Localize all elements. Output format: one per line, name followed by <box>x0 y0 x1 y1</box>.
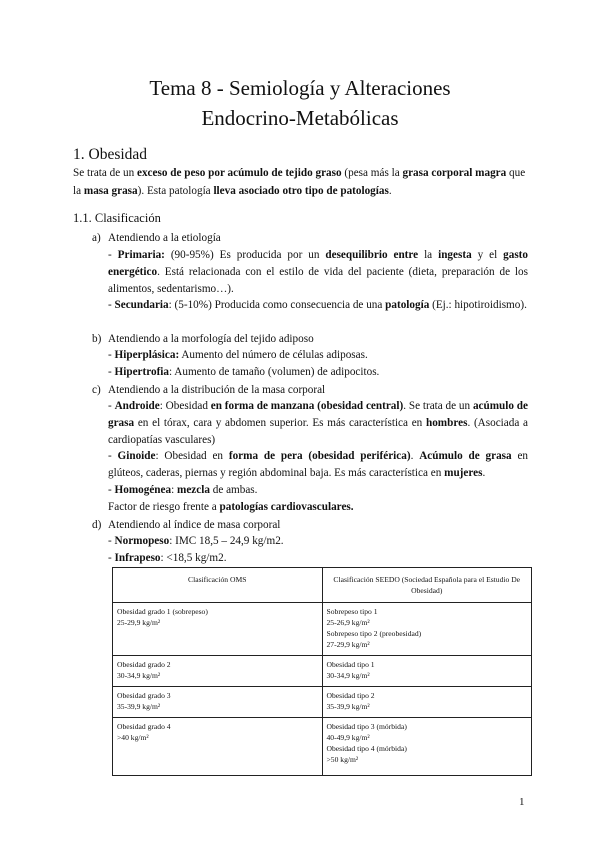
hipertrofia-line: - Hipertrofia: Aumento de tamaño (volumen) de adipocitos. <box>108 366 380 378</box>
table-row <box>113 687 532 718</box>
table-row <box>113 603 532 656</box>
table-cell: Obesidad grado 4 >40 kg/m² <box>113 718 323 776</box>
table-cell: Obesidad tipo 3 (mórbida) 40-49,9 kg/m² Obesidad tipo 4 (mórbida) >50 kg/m² <box>322 718 532 776</box>
document-title-line-2: Endocrino-Metabólicas <box>201 106 399 130</box>
section-heading: 1. Obesidad <box>73 146 148 163</box>
list-title-c: Atendiendo a la distribución de la masa corporal <box>108 384 326 396</box>
table-row <box>113 656 532 687</box>
androide-paragraph: - Androide: Obesidad en forma de manzana (obesidad central). Se trata de un acúmulo de grasa en el tórax, cara y abdomen superior. Es más característica en hombres. (Asociada a cardiopatías vasculares) <box>108 400 528 446</box>
homogenea-line: - Homogénea: mezcla de ambas. <box>108 484 258 496</box>
table-cell: Sobrepeso tipo 1 25-26,9 kg/m² Sobrepeso tipo 2 (preobesidad) 27-29,9 kg/m² <box>322 603 532 656</box>
table-cell: Obesidad tipo 1 30-34,9 kg/m² <box>322 656 532 687</box>
infrapeso-line: - Infrapeso: <18,5 kg/m2. <box>108 552 227 564</box>
table-cell: Obesidad tipo 2 35-39,9 kg/m² <box>322 687 532 718</box>
hiperplasica-line: - Hiperplásica: Aumento del número de células adiposas. <box>108 349 368 361</box>
table-header-row <box>113 568 532 603</box>
normopeso-line: - Normopeso: IMC 18,5 – 24,9 kg/m2. <box>108 535 284 547</box>
table-cell: Obesidad grado 1 (sobrepeso) 25-29,9 kg/m² <box>113 603 323 656</box>
list-marker-c: c) <box>92 384 101 396</box>
bmi-classification-table <box>112 567 532 776</box>
intro-paragraph: Se trata de un exceso de peso por acúmulo de tejido graso (pesa más la grasa corporal magra que la masa grasa). Esta patología lleva asociado otro tipo de patologías. <box>73 167 526 197</box>
list-title-a: Atendiendo a la etiología <box>108 232 221 244</box>
list-title-b: Atendiendo a la morfología del tejido adiposo <box>108 333 314 345</box>
table-cell: Obesidad grado 3 35-39,9 kg/m² <box>113 687 323 718</box>
table-cell: Obesidad grado 2 30-34,9 kg/m² <box>113 656 323 687</box>
document-title-line-1: Tema 8 - Semiología y Alteraciones <box>149 76 451 100</box>
riesgo-line: Factor de riesgo frente a patologías cardiovasculares. <box>108 501 354 513</box>
table-header-seedo: Clasificación SEEDO (Sociedad Española para el Estudio De Obesidad) <box>322 568 532 603</box>
primaria-paragraph: - Primaria: (90-95%) Es producida por un desequilibrio entre la ingesta y el gasto energético. Está relacionada con el estilo de vida del paciente (dieta, preparación de los alimentos, sedentarismo…). <box>108 249 529 295</box>
ginoide-paragraph: - Ginoide: Obesidad en forma de pera (obesidad periférica). Acúmulo de grasa en glúteos, caderas, piernas y región abdominal baja. Es más característica en mujeres. <box>108 450 529 479</box>
table-header-oms: Clasificación OMS <box>113 568 323 603</box>
secundaria-paragraph: - Secundaria: (5-10%) Producida como consecuencia de una patología (Ej.: hipotiroidismo). <box>108 299 527 311</box>
table-row <box>113 718 532 776</box>
list-marker-b: b) <box>92 333 102 345</box>
list-marker-d: d) <box>92 519 102 531</box>
subsection-heading: 1.1. Clasificación <box>73 211 161 225</box>
list-title-d: Atendiendo al índice de masa corporal <box>108 519 281 531</box>
list-marker-a: a) <box>92 232 101 244</box>
page-number: 1 <box>519 796 525 808</box>
